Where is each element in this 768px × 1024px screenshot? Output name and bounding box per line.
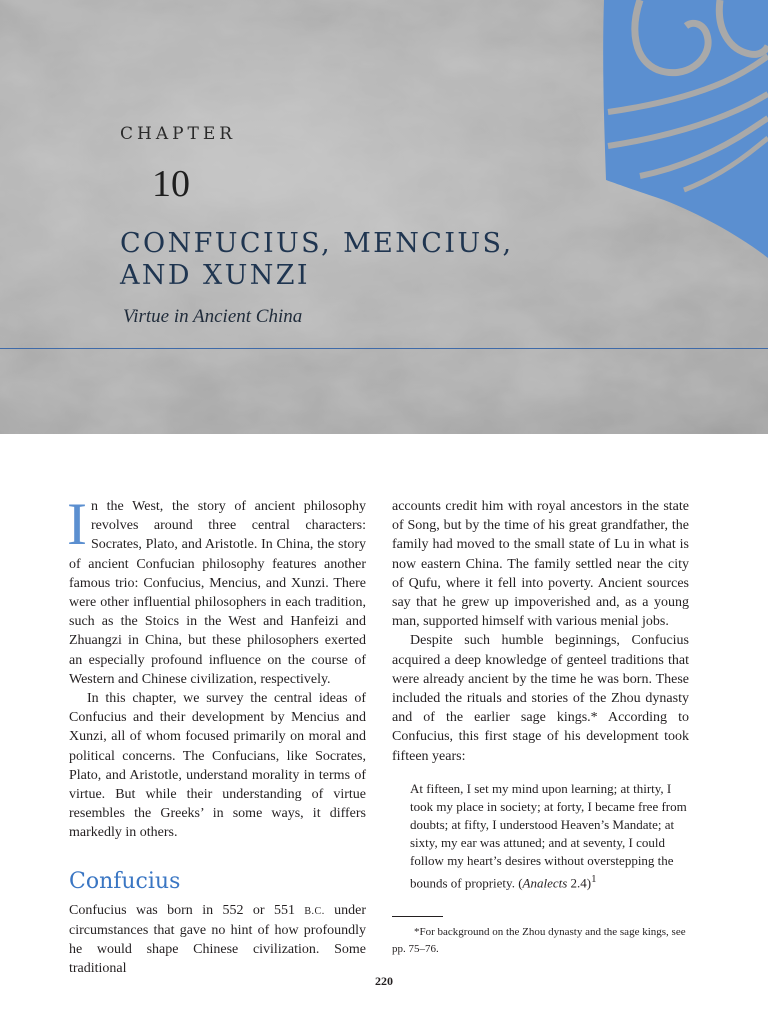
drop-cap: I	[67, 491, 87, 557]
quote-note-marker: 1	[591, 872, 597, 885]
birth-text-start: Confucius was born in 552 or 551	[69, 902, 305, 918]
education-paragraph: Despite such humble beginnings, Confucius acquired a deep knowledge of genteel traditions that were already ancient by the time he was born. These included the rituals and stories of the Zhou dynasty and of the earlier sage kings.* According to Confucius, this first stage of his development took fifteen years:	[392, 633, 689, 764]
page-number: 220	[375, 974, 393, 988]
era-abbreviation: B.C.	[304, 905, 325, 917]
chapter-number: 10	[152, 163, 190, 205]
intro-paragraph	[67, 491, 366, 689]
chapter-subtitle: Virtue in Ancient China	[123, 306, 303, 327]
chapter-overview-paragraph: In this chapter, we survey the central ideas of Confucius and their development by Mencius and Xunzi, all of whom focused primarily on moral and political concerns. The Confucians, like Socrates, Plato, and Aristotle, understand morality in terms of virtue. But while their understanding of virtue resembles the Greeks’ in some ways, it differs markedly in others.	[69, 691, 366, 841]
chapter-title-line-2: AND XUNZI	[120, 260, 310, 291]
quote-text: At fifteen, I set my mind upon learning; at thirty, I took my place in society; at forty, I became free from doubts; at fifty, I understood Heaven’s Mandate; at sixty, my ear was attuned; and at seventy, I could follow my heart’s desires without overstepping the bounds of propriety. (	[410, 780, 687, 891]
birth-paragraph	[69, 901, 366, 979]
chapter-logo-icon	[600, 0, 768, 258]
section-heading-confucius: Confucius	[69, 868, 181, 894]
chapter-opener-banner	[0, 0, 768, 434]
intro-paragraph-text: n the West, the story of ancient philosophy revolves around three central characters: Socrates, Plato, and Aristotle. In China, the story of ancient Confucian philosophy features another famous trio: Confucius, Mencius, and Xunzi. There were other influential philosophers in each tradition, such as the Stoics in the West and Hanfeizi and Zhuangzi in China, but these philosophers exerted an especially profound influence on the course of Western and Chinese civilization, respectively.	[69, 499, 366, 687]
right-column	[392, 497, 689, 892]
left-column	[67, 491, 366, 978]
analects-quote	[410, 780, 689, 892]
birth-text-end: under circumstances that gave no hint of how profoundly he would shape Chinese civilization. Some traditional	[69, 902, 366, 977]
chapter-title	[120, 228, 513, 292]
footnote-rule	[392, 916, 443, 917]
chapter-kicker: CHAPTER	[120, 124, 237, 144]
ancestry-paragraph: accounts credit him with royal ancestors in the state of Song, but by the time of his great grandfather, the family had moved to the small state of Lu in what is now eastern China. The family settled near the city of Qufu, where it fell into poverty. Ancient sources say that he grew up impoverished and, as a young man, supported himself with various menial jobs.	[392, 499, 689, 630]
footnote: *For background on the Zhou dynasty and the sage kings, see pp. 75–76.	[392, 926, 686, 955]
header-rule	[0, 348, 768, 349]
quote-reference: 2.4)	[567, 875, 592, 891]
chapter-title-line-1: CONFUCIUS, MENCIUS,	[120, 228, 514, 259]
quote-source: Analects	[522, 875, 568, 891]
